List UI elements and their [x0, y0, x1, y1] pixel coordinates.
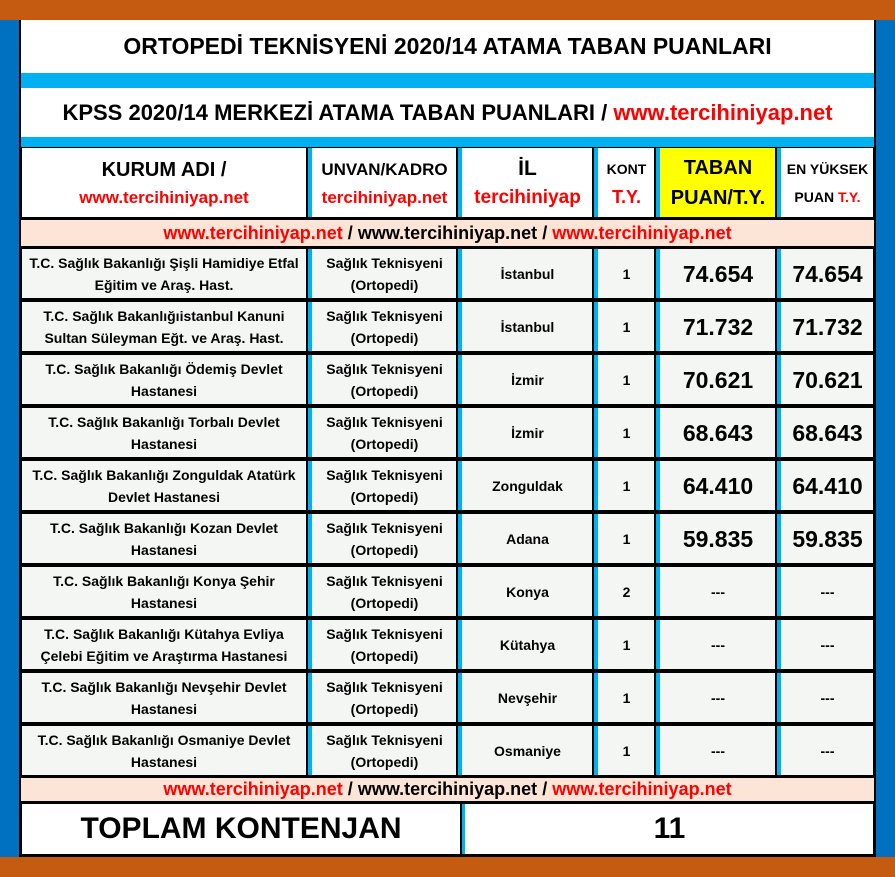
- header-link: tercihiniyap: [474, 186, 581, 208]
- header-label: İL: [518, 156, 537, 180]
- quota-cell: 1: [593, 301, 655, 352]
- subtitle-link[interactable]: www.tercihiniyap.net: [613, 99, 833, 125]
- title-cell: Sağlık Teknisyeni (Ortopedi): [307, 672, 457, 723]
- banner-sep: /: [342, 222, 358, 243]
- table-row: [21, 725, 874, 778]
- divider: [21, 137, 874, 147]
- max-score-cell: 71.732: [776, 301, 874, 352]
- header-label: TABAN: [683, 156, 753, 179]
- base-score-cell: 64.410: [655, 460, 776, 511]
- divider: [21, 73, 874, 88]
- city-cell: İzmir: [457, 407, 593, 458]
- institution-cell: T.C. Sağlık Bakanlığı Nevşehir Devlet Hastanesi: [21, 672, 307, 723]
- header-label: KURUM ADI /: [101, 158, 227, 181]
- banner-sep: /: [537, 779, 553, 799]
- header-il: [457, 147, 593, 218]
- banner-link[interactable]: www.tercihiniyap.net: [357, 779, 538, 799]
- title-cell: Sağlık Teknisyeni (Ortopedi): [307, 619, 457, 670]
- base-score-cell: 71.732: [655, 301, 776, 352]
- spreadsheet: [19, 20, 876, 857]
- table-row: [21, 460, 874, 513]
- institution-cell: T.C. Sağlık Bakanlığı Şişli Hamidiye Etfal Eğitim ve Araş. Hast.: [21, 248, 307, 299]
- max-score-cell: 64.410: [776, 460, 874, 511]
- max-score-cell: ---: [776, 619, 874, 670]
- header-link: tercihiniyap.net: [321, 187, 448, 207]
- header-label: EN YÜKSEK: [786, 160, 869, 177]
- total-label: TOPLAM KONTENJAN: [21, 803, 461, 855]
- header-unvan: [307, 147, 457, 218]
- city-cell: Konya: [457, 566, 593, 617]
- table-row: [21, 513, 874, 566]
- quota-cell: 1: [593, 619, 655, 670]
- banner-sep: /: [342, 779, 358, 799]
- quota-cell: 1: [593, 725, 655, 776]
- title-cell: Sağlık Teknisyeni (Ortopedi): [307, 248, 457, 299]
- max-score-cell: 68.643: [776, 407, 874, 458]
- max-score-cell: 74.654: [776, 248, 874, 299]
- table-row: [21, 248, 874, 301]
- header-label: PUAN/T.Y.: [670, 186, 766, 209]
- institution-cell: T.C. Sağlık Bakanlığı Kütahya Evliya Çelebi Eğitim ve Araştırma Hastanesi: [21, 619, 307, 670]
- header-label: KONT: [606, 160, 647, 177]
- base-score-cell: 74.654: [655, 248, 776, 299]
- header-label-part: PUAN: [794, 188, 838, 205]
- institution-cell: T.C. Sağlık Bakanlığı Kozan Devlet Hastanesi: [21, 513, 307, 564]
- max-score-cell: ---: [776, 672, 874, 723]
- banner-sep: /: [537, 222, 553, 243]
- total-value: 11: [461, 803, 874, 855]
- header-label: T.Y.: [611, 186, 641, 207]
- city-cell: İstanbul: [457, 301, 593, 352]
- banner-link[interactable]: www.tercihiniyap.net: [357, 222, 538, 243]
- city-cell: İstanbul: [457, 248, 593, 299]
- base-score-cell: 68.643: [655, 407, 776, 458]
- total-row: [21, 803, 874, 857]
- header-kont: [593, 147, 655, 218]
- table-row: [21, 619, 874, 672]
- title-cell: Sağlık Teknisyeni (Ortopedi): [307, 407, 457, 458]
- table-row: [21, 566, 874, 619]
- banner-link[interactable]: www.tercihiniyap.net: [163, 222, 343, 243]
- title-cell: Sağlık Teknisyeni (Ortopedi): [307, 354, 457, 405]
- banner-link[interactable]: www.tercihiniyap.net: [552, 222, 732, 243]
- city-cell: İzmir: [457, 354, 593, 405]
- institution-cell: T.C. Sağlık Bakanlığı Osmaniye Devlet Hastanesi: [21, 725, 307, 776]
- max-score-cell: ---: [776, 725, 874, 776]
- quota-cell: 2: [593, 566, 655, 617]
- table-header: [21, 147, 874, 220]
- subtitle-text: KPSS 2020/14 MERKEZİ ATAMA TABAN PUANLARI /: [62, 99, 614, 125]
- banner-top: [21, 220, 874, 248]
- base-score-cell: ---: [655, 619, 776, 670]
- table-row: [21, 672, 874, 725]
- banner-bottom: [21, 778, 874, 803]
- header-label-part: T.Y.: [837, 188, 861, 205]
- base-score-cell: ---: [655, 672, 776, 723]
- header-label: UNVAN/KADRO: [321, 159, 448, 179]
- quota-cell: 1: [593, 407, 655, 458]
- institution-cell: T.C. Sağlık Bakanlığı Ödemiş Devlet Hastanesi: [21, 354, 307, 405]
- base-score-cell: 70.621: [655, 354, 776, 405]
- base-score-cell: ---: [655, 566, 776, 617]
- title-cell: Sağlık Teknisyeni (Ortopedi): [307, 513, 457, 564]
- title-cell: Sağlık Teknisyeni (Ortopedi): [307, 301, 457, 352]
- max-score-cell: 59.835: [776, 513, 874, 564]
- table-row: [21, 354, 874, 407]
- quota-cell: 1: [593, 460, 655, 511]
- city-cell: Zonguldak: [457, 460, 593, 511]
- max-score-cell: ---: [776, 566, 874, 617]
- institution-cell: T.C. Sağlık Bakanlığı Torbalı Devlet Hastanesi: [21, 407, 307, 458]
- header-label: [794, 183, 860, 211]
- header-link[interactable]: www.tercihiniyap.net: [79, 187, 249, 207]
- header-kurum: [21, 147, 307, 218]
- title-cell: Sağlık Teknisyeni (Ortopedi): [307, 725, 457, 776]
- header-taban: [655, 147, 776, 218]
- banner-link[interactable]: www.tercihiniyap.net: [163, 779, 343, 799]
- table-row: [21, 407, 874, 460]
- quota-cell: 1: [593, 672, 655, 723]
- title-cell: Sağlık Teknisyeni (Ortopedi): [307, 460, 457, 511]
- base-score-cell: 59.835: [655, 513, 776, 564]
- city-cell: Adana: [457, 513, 593, 564]
- city-cell: Osmaniye: [457, 725, 593, 776]
- city-cell: Kütahya: [457, 619, 593, 670]
- header-en-yuksek: [776, 147, 874, 218]
- table-row: [21, 301, 874, 354]
- max-score-cell: 70.621: [776, 354, 874, 405]
- quota-cell: 1: [593, 248, 655, 299]
- title-cell: Sağlık Teknisyeni (Ortopedi): [307, 566, 457, 617]
- quota-cell: 1: [593, 513, 655, 564]
- city-cell: Nevşehir: [457, 672, 593, 723]
- institution-cell: T.C. Sağlık Bakanlığıistanbul Kanuni Sultan Süleyman Eğt. ve Araş. Hast.: [21, 301, 307, 352]
- institution-cell: T.C. Sağlık Bakanlığı Konya Şehir Hastanesi: [21, 566, 307, 617]
- subtitle: [21, 88, 874, 137]
- institution-cell: T.C. Sağlık Bakanlığı Zonguldak Atatürk Devlet Hastanesi: [21, 460, 307, 511]
- base-score-cell: ---: [655, 725, 776, 776]
- banner-link[interactable]: www.tercihiniyap.net: [552, 779, 732, 799]
- quota-cell: 1: [593, 354, 655, 405]
- page-title: ORTOPEDİ TEKNİSYENİ 2020/14 ATAMA TABAN PUANLARI: [123, 33, 772, 59]
